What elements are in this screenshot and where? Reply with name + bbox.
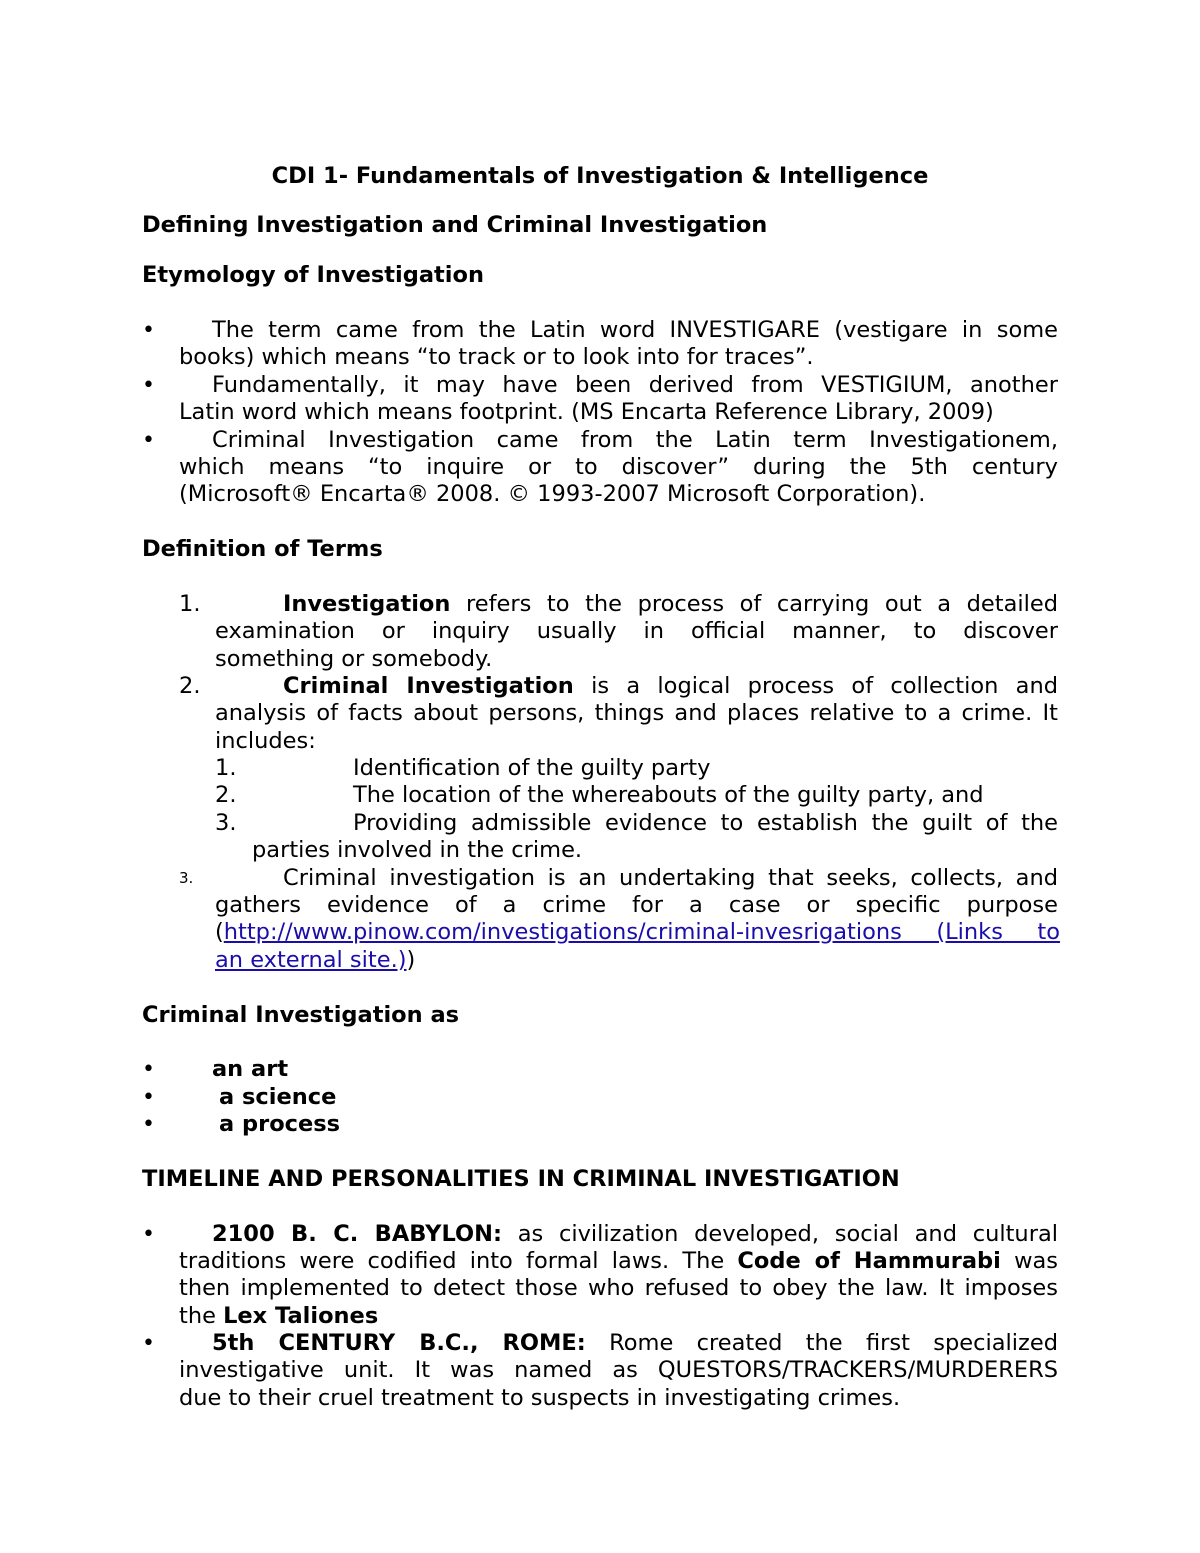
timeline-line bbox=[212, 1330, 1058, 1357]
sub-list-number: 2. bbox=[215, 782, 237, 808]
timeline-era: 2100 B. C. BABYLON: bbox=[212, 1221, 502, 1247]
etymology-line: books) which means “to track or to look into for traces”. bbox=[179, 344, 814, 370]
term-line: something or somebody. bbox=[215, 646, 493, 672]
heading-defining: Defining Investigation and Criminal Investigation bbox=[142, 212, 768, 238]
etymology-line: Latin word which means footprint. (MS Encarta Reference Library, 2009) bbox=[179, 399, 994, 425]
timeline-line bbox=[179, 1303, 378, 1330]
term-text: is a logical process of collection and bbox=[591, 673, 1058, 699]
timeline-text: traditions were codified into formal laws. The bbox=[179, 1248, 738, 1274]
etymology-line: Fundamentally, it may have been derived from VESTIGIUM, another bbox=[212, 372, 1058, 398]
bullet-icon: • bbox=[142, 373, 155, 398]
term-name: Investigation bbox=[283, 591, 451, 617]
bullet-icon: • bbox=[142, 1112, 155, 1137]
sub-list-number: 3. bbox=[215, 810, 237, 836]
term-line: Criminal investigation is an undertaking that seeks, collects, and bbox=[283, 865, 1058, 891]
bullet-icon: • bbox=[142, 1222, 155, 1247]
timeline-bold: Code of Hammurabi bbox=[737, 1248, 1001, 1274]
timeline-line: investigative unit. It was named as QUESTORS/TRACKERS/MURDERERS bbox=[179, 1357, 1058, 1383]
list-number: 1. bbox=[179, 591, 201, 617]
term-line: includes: bbox=[215, 728, 316, 754]
list-number: 2. bbox=[179, 673, 201, 699]
timeline-line: due to their cruel treatment to suspects in investigating crimes. bbox=[179, 1385, 901, 1411]
external-link-continued[interactable]: an external site.) bbox=[215, 947, 407, 973]
sub-list-number: 1. bbox=[215, 755, 237, 781]
timeline-era: 5th CENTURY B.C., ROME: bbox=[212, 1330, 586, 1356]
bullet-icon: • bbox=[142, 318, 155, 343]
term-line bbox=[215, 919, 1060, 946]
bullet-icon: • bbox=[142, 1331, 155, 1356]
heading-timeline: TIMELINE AND PERSONALITIES IN CRIMINAL INVESTIGATION bbox=[142, 1166, 900, 1192]
etymology-line: Criminal Investigation came from the Latin term Investigationem, bbox=[212, 427, 1058, 453]
timeline-text: as civilization developed, social and cultural bbox=[517, 1221, 1058, 1247]
list-item: an art bbox=[212, 1056, 289, 1082]
bullet-icon: • bbox=[142, 428, 155, 453]
heading-etymology: Etymology of Investigation bbox=[142, 262, 484, 288]
bullet-icon: • bbox=[142, 1085, 155, 1110]
term-name: Criminal Investigation bbox=[283, 673, 574, 699]
term-line bbox=[283, 591, 1058, 618]
term-line: examination or inquiry usually in official manner, to discover bbox=[215, 618, 1058, 644]
term-line bbox=[283, 673, 1058, 700]
timeline-line bbox=[179, 1248, 1058, 1275]
term-line: analysis of facts about persons, things and places relative to a crime. It bbox=[215, 700, 1058, 726]
paren: ( bbox=[215, 919, 224, 945]
term-text: refers to the process of carrying out a detailed bbox=[466, 591, 1058, 617]
list-item: a science bbox=[219, 1084, 337, 1110]
bullet-icon: • bbox=[142, 1057, 155, 1082]
sub-list-item: The location of the whereabouts of the guilty party, and bbox=[353, 782, 984, 808]
timeline-line bbox=[212, 1221, 1058, 1248]
timeline-text: the bbox=[179, 1303, 224, 1329]
document-title: CDI 1- Fundamentals of Investigation & Intelligence bbox=[271, 163, 929, 189]
sub-list-item: Providing admissible evidence to establish the guilt of the bbox=[353, 810, 1058, 836]
list-number: 3. bbox=[179, 869, 194, 887]
term-line bbox=[215, 947, 415, 974]
paren: ) bbox=[406, 947, 416, 973]
timeline-text: was bbox=[1000, 1248, 1058, 1274]
heading-criminal-investigation-as: Criminal Investigation as bbox=[142, 1002, 460, 1028]
heading-definition-of-terms: Definition of Terms bbox=[142, 536, 383, 562]
etymology-line: (Microsoft® Encarta® 2008. © 1993-2007 Microsoft Corporation). bbox=[179, 481, 926, 507]
list-item: a process bbox=[219, 1111, 341, 1137]
etymology-line: which means “to inquire or to discover” during the 5th century bbox=[179, 454, 1058, 480]
etymology-line: The term came from the Latin word INVESTIGARE (vestigare in some bbox=[212, 317, 1058, 343]
timeline-bold: Lex Taliones bbox=[223, 1303, 379, 1329]
sub-list-item: parties involved in the crime. bbox=[252, 837, 583, 863]
term-line: gathers evidence of a crime for a case or specific purpose bbox=[215, 892, 1058, 918]
external-link[interactable]: http://www.pinow.com/investigations/criminal-invesrigations (Links to bbox=[223, 919, 1060, 945]
sub-list-item: Identification of the guilty party bbox=[353, 755, 711, 781]
timeline-line: then implemented to detect those who refused to obey the law. It imposes bbox=[179, 1275, 1058, 1301]
timeline-text: Rome created the first specialized bbox=[609, 1330, 1058, 1356]
